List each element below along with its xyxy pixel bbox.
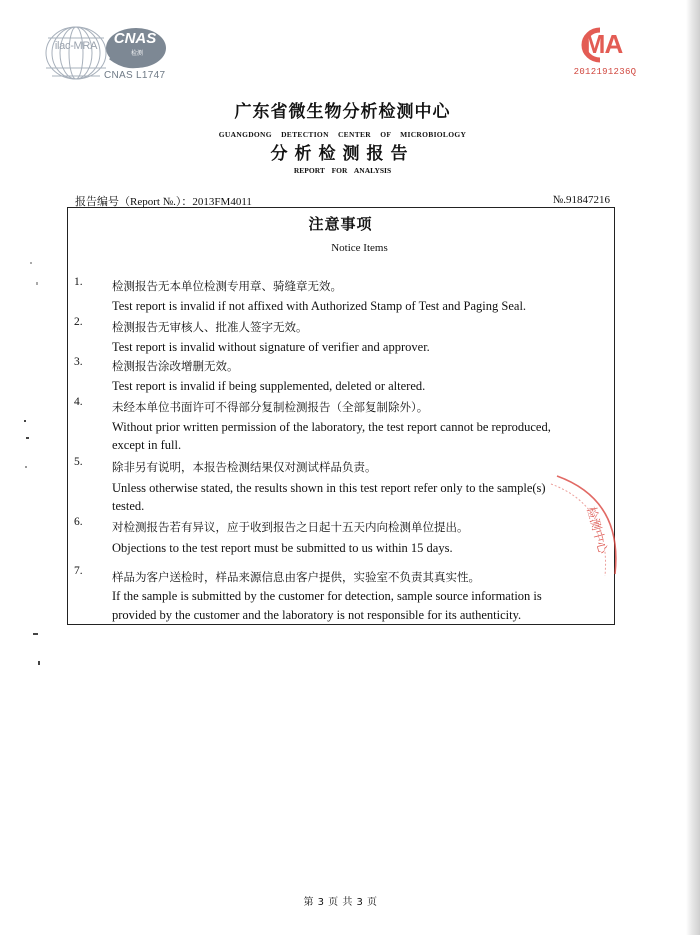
notice-item-en-continued: tested. [112,499,145,513]
notice-item-number: 5. [74,456,83,468]
notice-item-number: 4. [74,396,83,408]
scan-edge-shadow [686,0,700,935]
notice-item-number: 3. [74,356,83,368]
notice-item-cn: 检测报告涂改增删无效。 [112,359,239,373]
notice-item-en: Without prior written permission of the laboratory, the test report cannot be reproduced, [112,420,551,434]
report-number: 报告编号（Report №.）：2013FM4011 [75,196,252,208]
notice-item-en: Unless otherwise stated, the results shown in this test report refer only to the sample(s) [112,481,546,495]
notice-box [67,207,615,625]
paging-seal-text: 检测中心 [584,505,611,556]
serial-number: №.91847216 [552,194,610,206]
notice-item-number: 7. [74,565,83,577]
organization-title-en: GUANGDONG DETECTION CENTER OF MICROBIOLOGY [218,130,467,139]
notice-item-number: 1. [74,276,83,288]
organization-title-cn: 广东省微生物分析检测中心 [234,102,451,122]
notice-title-en: Notice Items [331,242,388,254]
cma-code: 2012191236Q [573,67,637,77]
notice-item-en: Test report is invalid if not affixed with Authorized Stamp of Test and Paging Seal. [112,299,527,313]
notice-item-cn: 样品为客户送检时，样品来源信息由客户提供，实验室不负责其真实性。 [112,570,480,584]
notice-item-cn: 对检测报告若有异议，应于收到报告之日起十五天内向检测单位提出。 [112,520,469,534]
page-footer: 第 3 页 共 3 页 [303,897,378,908]
ilac-logo-text: ilac-MRA [54,40,98,52]
report-title-cn: 分析检测报告 [270,144,415,164]
cnas-logo-subtext: 检测 [130,50,143,57]
cnas-code: CNAS L1747 [104,70,166,81]
notice-item-cn: 检测报告无审核人、批准人签字无效。 [112,320,308,334]
paging-seal-stamp [545,470,635,580]
notice-title-cn: 注意事项 [308,215,373,233]
notice-item-cn: 检测报告无本单位检测专用章、骑缝章无效。 [112,279,342,293]
cma-logo-text: MA [583,29,623,59]
notice-item-en-continued: except in full. [112,438,182,452]
notice-item-number: 6. [74,516,83,528]
notice-item-en: Test report is invalid if being supplemented, deleted or altered. [112,379,426,393]
cnas-logo-text: CNAS [113,30,157,47]
notice-item-number: 2. [74,316,83,328]
notice-item-en-continued: provided by the customer and the laboratory is not responsible for its authenticity. [112,608,522,622]
notice-item-cn: 未经本单位书面许可不得部分复制检测报告（全部复制除外）。 [112,400,429,414]
notice-item-en: Test report is invalid without signature of verifier and approver. [112,340,430,354]
notice-item-cn: 除非另有说明，本报告检测结果仅对测试样品负责。 [112,460,377,474]
notice-item-en: If the sample is submitted by the customer for detection, sample source information is [112,589,542,603]
report-title-en: REPORT FOR ANALYSIS [293,166,392,175]
notice-item-en: Objections to the test report must be submitted to us within 15 days. [112,541,453,555]
